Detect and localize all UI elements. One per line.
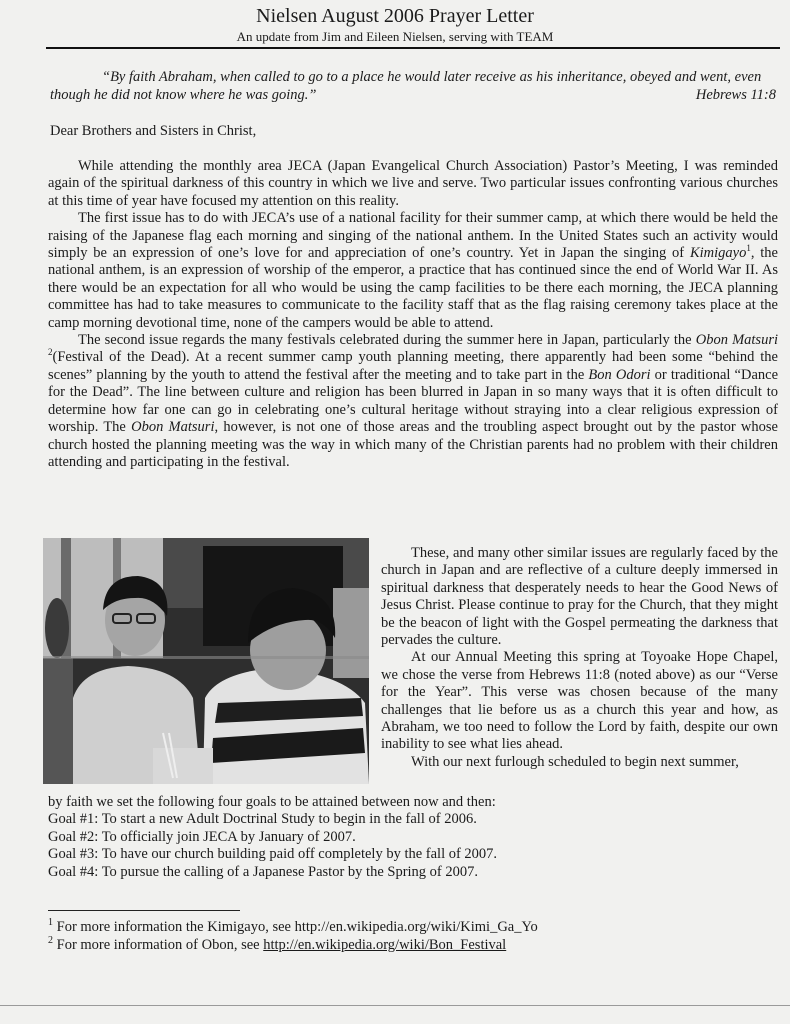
photo-two-men-at-table — [43, 538, 369, 784]
goal-item: Goal #1: To start a new Adult Doctrinal Study to begin in the fall of 2006. — [48, 811, 477, 828]
paragraph-3: The second issue regards the many festivals celebrated during the summer here in Japan, particularly the Obon Matsuri $^2$(Festival of the Dead). At a recent summer camp youth planning meeting, there apparently had been some “behind the scenes” planning by the youth to attend the festival after the meeting and to take part in the Bon Odori or traditional “Dance for the Dead”. The line between culture and religion has been blurred in Japan in so many ways that it is often difficult to determine how far one can go in celebrating one’s cultural heritage without straying into a clear religious expression of worship. The Obon Matsuri, however, is not one of those areas and the troubling aspect brought out by the pastor whose church hosted the planning meeting was the way in which many of the Christian parents had no problem with their children attending and participating in the festival. — [48, 332, 779, 470]
paragraph-1: While attending the monthly area JECA (Japan Evangelical Church Association) Pastor’s Meeting, I was reminded again of the spiritual darkness of this country in which we live and serve. Two particular issues confronting various churches at this time of year have focused my attention on this reality. — [48, 158, 778, 209]
paragraph-2: The first issue has to do with JECA’s use of a national facility for their summer camp, at which there would be held the raising of the Japanese flag each morning and singing of the national anthem. In the United States such an activity would simply be an expression of one’s love for and appreciation of one’s country. Yet in Japan the singing of Kimigayo$^1$, the national anthem, is an expression of worship of the emperor, a practice that has continued since the end of World War II. As there would be an expectation for all who would be using the camp facilities to be there each morning, the JECA planning committee has had to take measures to communicate to the facility staff that as the flag raising ceremony takes place at the camp morning devotional time, none of the campers would be able to attend. — [48, 210, 778, 331]
footnote-ref-2: 2 — [48, 347, 53, 358]
footnote-divider — [48, 910, 240, 911]
side-column-text — [381, 545, 778, 771]
footnote-ref-1: 1 — [746, 243, 751, 254]
obon-term: Obon Matsuri — [695, 332, 778, 349]
goals-intro: by faith we set the following four goals to be attained between now and then: — [48, 794, 496, 810]
page-bottom-edge — [0, 1005, 790, 1006]
goal-item: Goal #4: To pursue the calling of a Japanese Pastor by the Spring of 2007. — [48, 863, 479, 880]
verse-quote: “By faith Abraham, when called to go to a place he would later receive as his inheritance, obeyed and went, even though he did not know where he was going.” — [50, 69, 762, 103]
verse-reference: Hebrews 11:8 — [695, 87, 776, 103]
goal-item: Goal #3: To have our church building paid off completely by the fall of 2007. — [48, 846, 498, 863]
bon-odori-term: Bon Odori — [588, 366, 651, 383]
letter-body — [48, 158, 778, 471]
bon-festival-link[interactable]: http://en.wikipedia.org/wiki/Bon_Festival — [263, 937, 507, 953]
footnote-2: $^2$ For more information of Obon, see http://en.wikipedia.org/wiki/Bon_Festival — [48, 935, 507, 953]
paragraph-5: At our Annual Meeting this spring at Toyoake Hope Chapel, we chose the verse from Hebrews 11:8 (noted above) as our “Verse for the Year”. This verse was chosen because of the many challenges that lie before us as a church this year and how, as Abraham, we too need to follow the Lord by faith, despite our own inability to see what lies ahead. — [381, 649, 778, 753]
paragraph-4: These, and many other similar issues are regularly faced by the church in Japan and are reflective of a culture deeply immersed in spiritual darkness that desperately needs to hear the Good News of Jesus Christ. Please continue to pray for the Church, that they might be the beacon of light with the Gospel permeating the darkness that pervades the culture. — [381, 545, 778, 649]
letter-title: Nielsen August 2006 Prayer Letter — [256, 5, 534, 27]
paragraph-6-start: With our next furlough scheduled to begin next summer, — [411, 753, 739, 770]
greeting: Dear Brothers and Sisters in Christ, — [50, 123, 257, 139]
footnotes — [48, 918, 538, 954]
kimigayo-term: Kimigayo — [689, 245, 747, 262]
footnote-1: $^1$ For more information the Kimigayo, see http://en.wikipedia.org/wiki/Kimi_Ga_Yo — [48, 917, 538, 935]
obon-term-2: Obon Matsuri — [131, 419, 215, 436]
letter-subtitle: An update from Jim and Eileen Nielsen, serving with TEAM — [236, 29, 554, 44]
goals-section — [48, 794, 778, 881]
goal-item: Goal #2: To officially join JECA by January of 2007. — [48, 828, 356, 845]
header-divider — [46, 47, 780, 49]
